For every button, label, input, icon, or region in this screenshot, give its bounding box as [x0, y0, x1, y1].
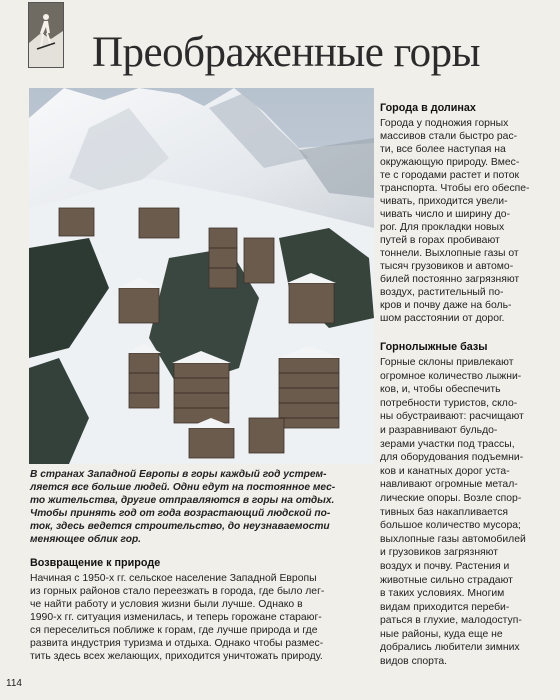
body-line: добрались любители зимних [380, 642, 520, 654]
body-line: и грузовиков загрязняют [380, 547, 499, 559]
caption-line: Чтобы принять год от года возрастающий людской по- [30, 508, 331, 519]
body-line: массивов стали быстро рас- [380, 131, 518, 142]
page-number: 114 [6, 678, 22, 689]
section-heading-ski: Горнолыжные базы [380, 341, 488, 353]
mountain-resort-photo [29, 88, 374, 464]
body-line: раться в глухие, малодоступ- [380, 615, 522, 627]
section-body-ski [380, 356, 550, 669]
body-line: развита индустрия туризма и отдыха. Однако чтобы размес- [30, 638, 324, 649]
body-line: животные сильно страдают [380, 574, 513, 586]
caption-line: В странах Западной Европы в горы каждый год устрем- [30, 469, 327, 480]
body-line: в таких условиях. Многим [380, 588, 505, 600]
caption-line: то жительства, другие отправляются в горы на отдых. [30, 495, 335, 506]
body-line: путей в горах пробивают [380, 235, 500, 246]
body-line: и разравнивают бульдо- [380, 424, 498, 436]
body-line: билей постоянно загрязняют [380, 274, 520, 285]
section-body-cities [380, 117, 550, 325]
section-heading-return: Возвращение к природе [30, 557, 161, 569]
body-line: ти, все более наступая на [380, 144, 506, 155]
body-line: ся переселиться поближе к горам, где лучше природа и где [30, 625, 318, 636]
body-line: потребности туристов, скло- [380, 397, 518, 409]
body-line: зерами участки под трассы, [380, 438, 515, 450]
body-line: тивных баз накапливается [380, 506, 509, 518]
body-line: тысяч грузовиков и автомо- [380, 261, 514, 272]
body-line: кров и почву даже на боль- [380, 300, 512, 311]
section-heading-cities: Города в долинах [380, 102, 476, 114]
body-line: Горные склоны привлекают [380, 357, 514, 368]
body-line: тить здесь всех желающих, приходится уничтожать природу. [30, 651, 323, 662]
body-line: тоннели. Выхлопные газы от [380, 248, 519, 259]
body-line: ков, и, чтобы обеспечить [380, 384, 501, 396]
page-title: Преображенные горы [92, 29, 481, 76]
header-thumbnail-image [28, 2, 64, 68]
body-line: 1990-х гг. ситуация изменилась, и теперь горожане стараюг- [30, 612, 322, 623]
body-line: видам приходится переби- [380, 601, 510, 613]
body-line: воздух и почву. Растения и [380, 560, 510, 572]
body-line: большое количество мусора; [380, 520, 521, 532]
body-line: из горных районов стало переезжать в города, где было лег- [30, 586, 325, 597]
body-line: ны обустраивают: расчищают [380, 411, 524, 423]
body-line: шом расстоянии от дорог. [380, 313, 505, 324]
section-body-return [30, 572, 375, 663]
body-line: транспорта. Чтобы его обеспе- [380, 183, 530, 194]
body-line: рог. Для прокладки новых [380, 222, 505, 233]
skier-icon [29, 3, 63, 67]
body-line: те с городами растет и поток [380, 170, 520, 181]
body-line: ные районы, куда еще не [380, 628, 503, 640]
body-line: ков и канатных дорог уста- [380, 465, 510, 477]
caption-line: ток, здесь ведется строительство, до неузнаваемости [30, 521, 330, 532]
body-line: для оборудования подъемни- [380, 452, 524, 464]
body-line: чивать, приходится увели- [380, 196, 508, 207]
body-line: че найти работу и условия жизни были лучше. Однако в [30, 599, 303, 610]
body-line: огромное количество лыжни- [380, 370, 522, 382]
body-line: лические опоры. Возле спор- [380, 492, 522, 504]
caption-line: ляется все больше людей. Одни едут на постоянное мес- [30, 482, 336, 493]
body-line: воздух, растительный по- [380, 287, 504, 298]
body-line: чивать число и ширину до- [380, 209, 511, 220]
body-line: Города у подножия горных [380, 118, 509, 129]
photo-caption [30, 468, 375, 546]
body-line: навливают огромные метал- [380, 479, 518, 491]
body-line: видов спорта. [380, 656, 448, 668]
body-line: Начиная с 1950-х гг. сельское население Западной Европы [30, 573, 317, 584]
body-line: выхлопные газы автомобилей [380, 533, 526, 545]
caption-line: меняющее облик гор. [30, 534, 142, 545]
body-line: окружающую природу. Вмес- [380, 157, 520, 168]
